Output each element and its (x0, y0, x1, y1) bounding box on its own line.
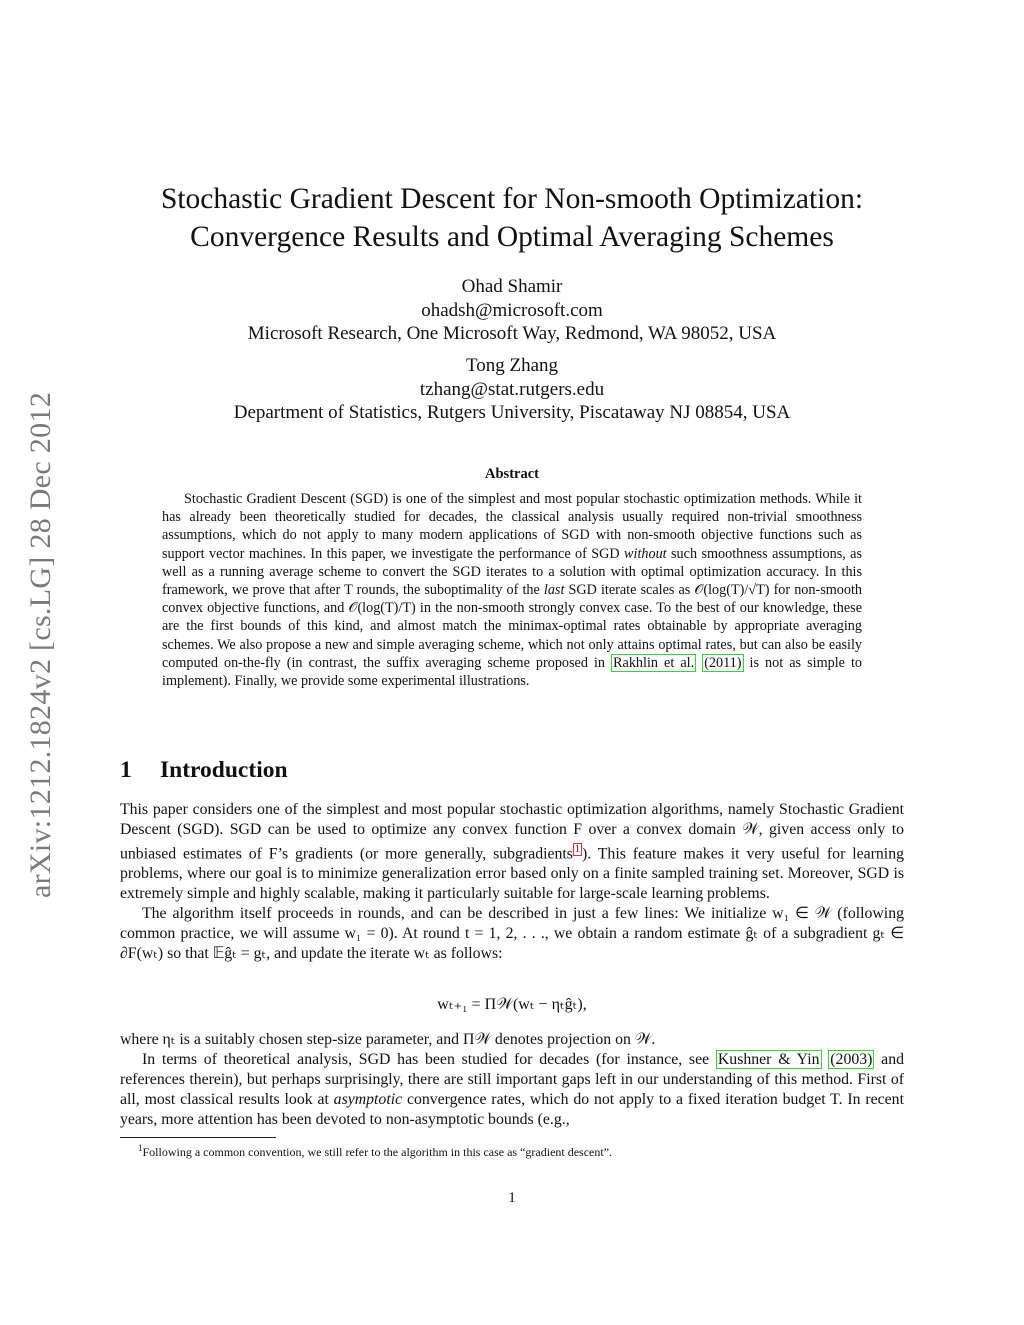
section-number: 1 (120, 757, 132, 783)
citation-year-link[interactable]: (2003) (830, 1051, 873, 1068)
footnote-text: Following a common convention, we still refer to the algorithm in this case as “gradient descent”. (142, 1145, 613, 1159)
abstract-text (162, 490, 862, 690)
author-email: tzhang@stat.rutgers.edu (419, 378, 605, 400)
intro-body-continued (120, 1030, 904, 1130)
section-title: Introduction (160, 757, 288, 783)
abstract-segment: SGD iterate scales as 𝒪(log(T)/√T) for non-smooth convex objective functions, and 𝒪(log(T)/T) in the non-smooth strongly convex case. To the best of our knowledge, these are the first bounds of this kind, and almost match the minimax-optimal rates obtainable by appropriate averaging schemes. We also propose a new and simple averaging scheme, which not only attains optimal rates, but can also be easily computed on-the-fly (in contrast, the suffix averaging scheme proposed in (162, 582, 862, 671)
author-affiliation: Department of Statistics, Rutgers University, Piscataway NJ 08854, USA (233, 402, 791, 423)
paragraph (120, 1050, 904, 1130)
paragraph-segment: and references therein), but perhaps surprisingly, there are still important gaps left in our understanding of this method. First of all, most classical results look at (120, 1051, 904, 1108)
arxiv-identifier: arXiv:1212.1824v2 [cs.LG] 28 Dec 2012 (24, 392, 57, 898)
footnote-link[interactable]: 1 (574, 844, 580, 855)
paper-title (120, 180, 904, 256)
citation-link-kushner[interactable]: Kushner & Yin (717, 1051, 820, 1068)
paragraph-segment: In terms of theoretical analysis, SGD has been studied for decades (for instance, see (142, 1051, 716, 1068)
footnote-mark: 1 (138, 1143, 143, 1153)
section-heading (120, 757, 288, 784)
abstract-segment: such smoothness assumptions, as well as a running average scheme to convert the SGD iterates to a solution with optimal optimization accuracy. In this framework, we prove that after T rounds, the suboptimality of the (162, 545, 862, 599)
title-line-1: Stochastic Gradient Descent for Non-smooth Optimization: (160, 183, 864, 215)
paragraph-segment: ). This feature makes it very useful for learning problems, where our goal is to minimize generalization error based only on a finite sampled training set. Moreover, SGD is extremely simple and highly scalable, making it particularly suitable for large-scale learning problems. (120, 845, 904, 903)
title-line-2: Convergence Results and Optimal Averaging Schemes (190, 221, 834, 253)
author-affiliation: Microsoft Research, One Microsoft Way, Redmond, WA 98052, USA (247, 323, 777, 344)
author-name: Ohad Shamir (461, 276, 563, 297)
abstract-segment: is not as simple to implement). Finally, we provide some experimental illustrations. (162, 654, 863, 690)
citation-link-rakhlin[interactable]: Rakhlin et al. (613, 654, 695, 671)
abstract-emphasis: without (624, 545, 667, 562)
footnote-divider (120, 1137, 276, 1138)
author-email: ohadsh@microsoft.com (421, 299, 603, 321)
citation-year-link[interactable]: (2011) (704, 654, 742, 671)
intro-body (120, 800, 904, 964)
footnote (138, 1143, 612, 1160)
abstract-heading: Abstract (485, 466, 539, 482)
paragraph: where ηₜ is a suitably chosen step-size parameter, and Π𝒲 denotes projection on 𝒲. (120, 1031, 656, 1048)
author-block-1 (120, 275, 904, 346)
paragraph-segment: convergence rates, which do not apply to a fixed iteration budget T. In recent years, more attention has been devoted to non-asymptotic bounds (e.g., (120, 1091, 904, 1128)
paragraph: The algorithm itself proceeds in rounds, and can be described in just a few lines: We initialize w₁ ∈ 𝒲 (following common practice, we will assume w₁ = 0). At round t = 1, 2, . . ., we obtain a random estimate ĝₜ of a subgradient gₜ ∈ ∂F(wₜ) so that 𝔼ĝₜ = gₜ, and update the iterate wₜ as follows: (120, 905, 904, 963)
paragraph (120, 800, 904, 904)
update-equation: wₜ₊₁ = Π𝒲(wₜ − ηₜĝₜ), (437, 996, 587, 1013)
author-block-2 (120, 354, 904, 425)
abstract-emphasis: last (543, 582, 565, 599)
paragraph-emphasis: asymptotic (333, 1091, 403, 1108)
page-number: 1 (508, 1190, 516, 1206)
author-name: Tong Zhang (465, 355, 559, 376)
paragraph-segment: This paper considers one of the simplest and most popular stochastic optimization algorithms, namely Stochastic Gradient Descent (SGD). SGD can be used to optimize any convex function F over a convex domain 𝒲, given access only to unbiased estimates of F’s gradients (or more generally, subgradients (120, 801, 904, 863)
abstract-segment: Stochastic Gradient Descent (SGD) is one of the simplest and most popular stochastic optimization methods. While it has already been theoretically studied for decades, the classical analysis usually required non-trivial smoothness assumptions, which do not apply to many modern applications of SGD with non-smooth objective functions such as support vector machines. In this paper, we investigate the performance of SGD (162, 491, 862, 562)
